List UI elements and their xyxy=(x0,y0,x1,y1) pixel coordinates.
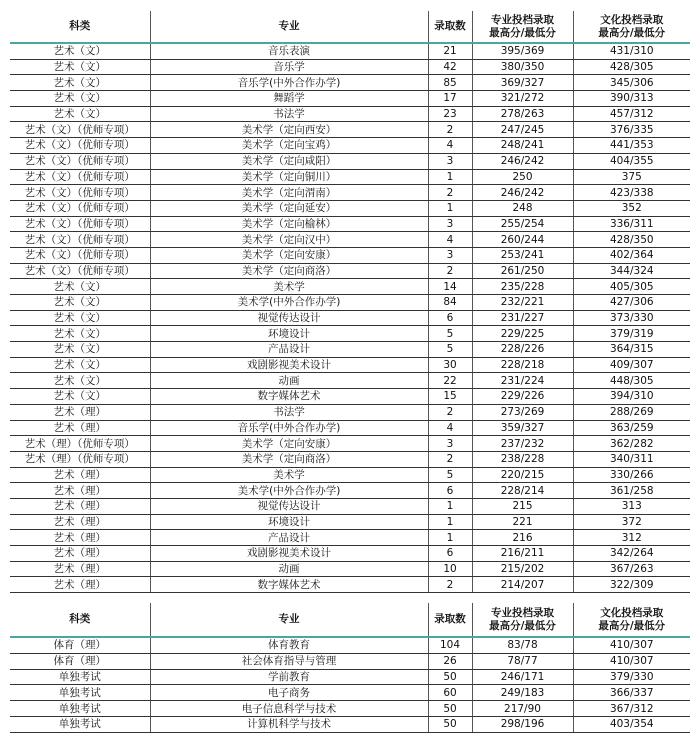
cell-category: 艺术（文）（优师专项） xyxy=(10,153,150,169)
cell-professional-score: 235/228 xyxy=(472,279,573,295)
table-row xyxy=(10,232,690,248)
cell-category: 艺术（理） xyxy=(10,561,150,577)
cell-professional-score: 78/77 xyxy=(472,653,573,669)
cell-cultural-score: 313 xyxy=(573,498,690,514)
cell-admitted: 6 xyxy=(428,483,472,499)
cell-professional-score: 248/241 xyxy=(472,138,573,154)
cell-admitted: 3 xyxy=(428,216,472,232)
cell-admitted: 60 xyxy=(428,685,472,701)
cell-category: 艺术（文） xyxy=(10,357,150,373)
cell-admitted: 104 xyxy=(428,637,472,653)
cell-major: 美术学（定向榆林） xyxy=(150,216,428,232)
cell-admitted: 14 xyxy=(428,279,472,295)
cell-major: 美术学（定向汉中） xyxy=(150,232,428,248)
cell-admitted: 2 xyxy=(428,263,472,279)
cell-admitted: 5 xyxy=(428,342,472,358)
table-row xyxy=(10,561,690,577)
cell-professional-score: 232/221 xyxy=(472,295,573,311)
admission-table-art xyxy=(10,11,690,593)
cell-admitted: 2 xyxy=(428,451,472,467)
cell-cultural-score: 352 xyxy=(573,200,690,216)
cell-major: 动画 xyxy=(150,373,428,389)
cell-professional-score: 231/227 xyxy=(472,310,573,326)
cell-cultural-score: 367/312 xyxy=(573,701,690,717)
cell-category: 艺术（文） xyxy=(10,310,150,326)
cell-professional-score: 248 xyxy=(472,200,573,216)
cell-admitted: 23 xyxy=(428,106,472,122)
cell-major: 美术学（定向咸阳） xyxy=(150,153,428,169)
cell-cultural-score: 375 xyxy=(573,169,690,185)
table-header-row xyxy=(10,11,690,43)
cell-admitted: 6 xyxy=(428,310,472,326)
cell-professional-score: 238/228 xyxy=(472,451,573,467)
cell-cultural-score: 312 xyxy=(573,530,690,546)
cell-category: 艺术（理） xyxy=(10,498,150,514)
cell-category: 艺术（文）（优师专项） xyxy=(10,232,150,248)
cell-professional-score: 380/350 xyxy=(472,59,573,75)
cell-category: 单独考试 xyxy=(10,701,150,717)
table-row xyxy=(10,200,690,216)
table-row xyxy=(10,467,690,483)
cell-professional-score: 217/90 xyxy=(472,701,573,717)
cell-category: 艺术（理） xyxy=(10,577,150,593)
cell-cultural-score: 342/264 xyxy=(573,546,690,562)
cell-admitted: 50 xyxy=(428,669,472,685)
table-row xyxy=(10,546,690,562)
cell-professional-score: 246/171 xyxy=(472,669,573,685)
cell-professional-score: 260/244 xyxy=(472,232,573,248)
cell-category: 艺术（文） xyxy=(10,91,150,107)
cell-major: 美术学（定向商洛） xyxy=(150,263,428,279)
cell-category: 艺术（理） xyxy=(10,530,150,546)
cell-major: 美术学（定向渭南） xyxy=(150,185,428,201)
cell-major: 美术学（定向西安） xyxy=(150,122,428,138)
cell-cultural-score: 405/305 xyxy=(573,279,690,295)
cell-cultural-score: 428/350 xyxy=(573,232,690,248)
header-cultural-score-line1: 文化投档录取 xyxy=(600,606,664,619)
cell-professional-score: 215/202 xyxy=(472,561,573,577)
table-row xyxy=(10,685,690,701)
cell-cultural-score: 379/319 xyxy=(573,326,690,342)
table-row xyxy=(10,653,690,669)
cell-category: 艺术（文）（优师专项） xyxy=(10,200,150,216)
cell-cultural-score: 330/266 xyxy=(573,467,690,483)
header-cultural-score xyxy=(573,603,690,637)
cell-professional-score: 231/224 xyxy=(472,373,573,389)
header-major: 专业 xyxy=(150,11,428,43)
cell-category: 艺术（理） xyxy=(10,420,150,436)
cell-cultural-score: 409/307 xyxy=(573,357,690,373)
table-row xyxy=(10,389,690,405)
cell-major: 产品设计 xyxy=(150,342,428,358)
cell-admitted: 50 xyxy=(428,701,472,717)
cell-cultural-score: 404/355 xyxy=(573,153,690,169)
table-row xyxy=(10,295,690,311)
cell-admitted: 5 xyxy=(428,326,472,342)
cell-professional-score: 249/183 xyxy=(472,685,573,701)
cell-category: 艺术（文） xyxy=(10,279,150,295)
cell-cultural-score: 376/335 xyxy=(573,122,690,138)
cell-major: 书法学 xyxy=(150,106,428,122)
table-row xyxy=(10,514,690,530)
cell-major: 环境设计 xyxy=(150,514,428,530)
cell-professional-score: 220/215 xyxy=(472,467,573,483)
cell-category: 单独考试 xyxy=(10,716,150,732)
header-admitted: 录取数 xyxy=(428,11,472,43)
table-row xyxy=(10,263,690,279)
table-row xyxy=(10,138,690,154)
cell-professional-score: 237/232 xyxy=(472,436,573,452)
cell-major: 美术学（定向安康） xyxy=(150,436,428,452)
cell-category: 艺术（理） xyxy=(10,546,150,562)
table-row xyxy=(10,279,690,295)
cell-major: 音乐学(中外合作办学) xyxy=(150,75,428,91)
cell-category: 艺术（文） xyxy=(10,342,150,358)
cell-category: 艺术（理） xyxy=(10,514,150,530)
cell-professional-score: 83/78 xyxy=(472,637,573,653)
cell-admitted: 2 xyxy=(428,122,472,138)
cell-admitted: 2 xyxy=(428,404,472,420)
cell-major: 视觉传达设计 xyxy=(150,310,428,326)
table-row xyxy=(10,530,690,546)
cell-major: 视觉传达设计 xyxy=(150,498,428,514)
cell-admitted: 84 xyxy=(428,295,472,311)
cell-major: 美术学(中外合作办学) xyxy=(150,483,428,499)
table-row xyxy=(10,577,690,593)
cell-category: 艺术（文） xyxy=(10,106,150,122)
cell-category: 体育（理） xyxy=(10,637,150,653)
cell-admitted: 26 xyxy=(428,653,472,669)
cell-admitted: 1 xyxy=(428,530,472,546)
cell-cultural-score: 336/311 xyxy=(573,216,690,232)
cell-professional-score: 229/225 xyxy=(472,326,573,342)
table-row xyxy=(10,91,690,107)
cell-professional-score: 228/214 xyxy=(472,483,573,499)
header-professional-score xyxy=(472,11,573,43)
table-row xyxy=(10,483,690,499)
cell-professional-score: 250 xyxy=(472,169,573,185)
cell-category: 艺术（文）（优师专项） xyxy=(10,247,150,263)
cell-admitted: 2 xyxy=(428,185,472,201)
cell-professional-score: 255/254 xyxy=(472,216,573,232)
header-professional-score-line1: 专业投档录取 xyxy=(491,13,554,26)
cell-admitted: 6 xyxy=(428,546,472,562)
table-row xyxy=(10,716,690,732)
cell-category: 艺术（文）（优师专项） xyxy=(10,122,150,138)
cell-category: 单独考试 xyxy=(10,669,150,685)
header-cultural-score-line1: 文化投档录取 xyxy=(600,13,664,26)
cell-admitted: 17 xyxy=(428,91,472,107)
cell-cultural-score: 372 xyxy=(573,514,690,530)
table-row xyxy=(10,701,690,717)
cell-admitted: 21 xyxy=(428,43,472,59)
cell-major: 社会体育指导与管理 xyxy=(150,653,428,669)
table-row xyxy=(10,106,690,122)
cell-major: 体育教育 xyxy=(150,637,428,653)
cell-cultural-score: 390/313 xyxy=(573,91,690,107)
cell-category: 艺术（理） xyxy=(10,483,150,499)
cell-cultural-score: 364/315 xyxy=(573,342,690,358)
cell-admitted: 2 xyxy=(428,577,472,593)
cell-category: 艺术（文）（优师专项） xyxy=(10,263,150,279)
cell-cultural-score: 410/307 xyxy=(573,637,690,653)
header-cultural-score-line2: 最高分/最低分 xyxy=(598,26,666,39)
cell-category: 艺术（文） xyxy=(10,75,150,91)
table-row xyxy=(10,247,690,263)
cell-major: 电子商务 xyxy=(150,685,428,701)
cell-cultural-score: 366/337 xyxy=(573,685,690,701)
cell-category: 单独考试 xyxy=(10,685,150,701)
table-header-row xyxy=(10,603,690,637)
cell-cultural-score: 288/269 xyxy=(573,404,690,420)
table-row xyxy=(10,122,690,138)
table-row xyxy=(10,153,690,169)
cell-admitted: 10 xyxy=(428,561,472,577)
cell-major: 产品设计 xyxy=(150,530,428,546)
cell-professional-score: 247/245 xyxy=(472,122,573,138)
cell-major: 动画 xyxy=(150,561,428,577)
cell-cultural-score: 362/282 xyxy=(573,436,690,452)
cell-professional-score: 369/327 xyxy=(472,75,573,91)
cell-admitted: 42 xyxy=(428,59,472,75)
table-row xyxy=(10,75,690,91)
cell-category: 艺术（文） xyxy=(10,373,150,389)
cell-cultural-score: 394/310 xyxy=(573,389,690,405)
cell-professional-score: 359/327 xyxy=(472,420,573,436)
table-row xyxy=(10,216,690,232)
table-row xyxy=(10,310,690,326)
cell-admitted: 4 xyxy=(428,232,472,248)
cell-category: 艺术（文）（优师专项） xyxy=(10,216,150,232)
cell-category: 艺术（文） xyxy=(10,295,150,311)
cell-category: 艺术（文）（优师专项） xyxy=(10,138,150,154)
cell-admitted: 30 xyxy=(428,357,472,373)
cell-major: 学前教育 xyxy=(150,669,428,685)
cell-major: 舞蹈学 xyxy=(150,91,428,107)
cell-major: 美术学（定向宝鸡） xyxy=(150,138,428,154)
table-row xyxy=(10,451,690,467)
cell-professional-score: 221 xyxy=(472,514,573,530)
cell-cultural-score: 457/312 xyxy=(573,106,690,122)
cell-professional-score: 261/250 xyxy=(472,263,573,279)
cell-category: 艺术（理） xyxy=(10,467,150,483)
table-row xyxy=(10,373,690,389)
cell-cultural-score: 448/305 xyxy=(573,373,690,389)
cell-category: 艺术（文） xyxy=(10,59,150,75)
cell-category: 艺术（文） xyxy=(10,389,150,405)
cell-category: 艺术（文） xyxy=(10,326,150,342)
header-cultural-score xyxy=(573,11,690,43)
table-row xyxy=(10,357,690,373)
table-row xyxy=(10,169,690,185)
cell-category: 体育（理） xyxy=(10,653,150,669)
table-row xyxy=(10,326,690,342)
cell-admitted: 50 xyxy=(428,716,472,732)
cell-cultural-score: 361/258 xyxy=(573,483,690,499)
header-professional-score-line2: 最高分/最低分 xyxy=(489,619,556,632)
cell-major: 音乐学 xyxy=(150,59,428,75)
cell-admitted: 3 xyxy=(428,436,472,452)
cell-cultural-score: 379/330 xyxy=(573,669,690,685)
cell-admitted: 4 xyxy=(428,420,472,436)
cell-admitted: 22 xyxy=(428,373,472,389)
cell-professional-score: 228/218 xyxy=(472,357,573,373)
cell-major: 音乐表演 xyxy=(150,43,428,59)
header-category: 科类 xyxy=(69,20,91,32)
cell-cultural-score: 427/306 xyxy=(573,295,690,311)
header-professional-score-line1: 专业投档录取 xyxy=(491,606,554,619)
cell-category: 艺术（理） xyxy=(10,404,150,420)
table-row xyxy=(10,498,690,514)
table-row xyxy=(10,420,690,436)
cell-major: 戏剧影视美术设计 xyxy=(150,546,428,562)
cell-category: 艺术（理）（优师专项） xyxy=(10,451,150,467)
cell-major: 音乐学(中外合作办学) xyxy=(150,420,428,436)
table-row xyxy=(10,436,690,452)
table-row xyxy=(10,43,690,59)
cell-major: 数字媒体艺术 xyxy=(150,389,428,405)
cell-major: 美术学（定向安康） xyxy=(150,247,428,263)
cell-cultural-score: 340/311 xyxy=(573,451,690,467)
cell-cultural-score: 367/263 xyxy=(573,561,690,577)
header-professional-score xyxy=(472,603,573,637)
cell-cultural-score: 344/324 xyxy=(573,263,690,279)
table-row xyxy=(10,185,690,201)
cell-professional-score: 278/263 xyxy=(472,106,573,122)
cell-admitted: 1 xyxy=(428,498,472,514)
cell-professional-score: 214/207 xyxy=(472,577,573,593)
cell-admitted: 3 xyxy=(428,247,472,263)
header-admitted: 录取数 xyxy=(428,603,472,637)
header-cultural-score-line2: 最高分/最低分 xyxy=(598,619,666,632)
cell-cultural-score: 441/353 xyxy=(573,138,690,154)
cell-professional-score: 395/369 xyxy=(472,43,573,59)
cell-major: 美术学(中外合作办学) xyxy=(150,295,428,311)
admission-table-sports-single-exam xyxy=(10,603,690,733)
cell-cultural-score: 423/338 xyxy=(573,185,690,201)
cell-category: 艺术（文）（优师专项） xyxy=(10,185,150,201)
cell-admitted: 4 xyxy=(428,138,472,154)
cell-cultural-score: 403/354 xyxy=(573,716,690,732)
cell-major: 环境设计 xyxy=(150,326,428,342)
cell-major: 计算机科学与技术 xyxy=(150,716,428,732)
cell-professional-score: 298/196 xyxy=(472,716,573,732)
cell-cultural-score: 363/259 xyxy=(573,420,690,436)
cell-admitted: 15 xyxy=(428,389,472,405)
cell-cultural-score: 428/305 xyxy=(573,59,690,75)
table-row xyxy=(10,637,690,653)
cell-major: 美术学 xyxy=(150,279,428,295)
cell-professional-score: 321/272 xyxy=(472,91,573,107)
cell-professional-score: 216 xyxy=(472,530,573,546)
cell-cultural-score: 410/307 xyxy=(573,653,690,669)
cell-category: 艺术（文） xyxy=(10,43,150,59)
cell-major: 美术学 xyxy=(150,467,428,483)
cell-major: 美术学（定向铜川） xyxy=(150,169,428,185)
cell-admitted: 5 xyxy=(428,467,472,483)
header-category: 科类 xyxy=(69,613,91,625)
cell-admitted: 85 xyxy=(428,75,472,91)
cell-admitted: 1 xyxy=(428,514,472,530)
cell-admitted: 1 xyxy=(428,200,472,216)
cell-cultural-score: 322/309 xyxy=(573,577,690,593)
cell-professional-score: 228/226 xyxy=(472,342,573,358)
cell-professional-score: 246/242 xyxy=(472,185,573,201)
cell-professional-score: 246/242 xyxy=(472,153,573,169)
cell-major: 电子信息科学与技术 xyxy=(150,701,428,717)
cell-major: 美术学（定向延安） xyxy=(150,200,428,216)
cell-admitted: 1 xyxy=(428,169,472,185)
cell-category: 艺术（文）（优师专项） xyxy=(10,169,150,185)
cell-cultural-score: 373/330 xyxy=(573,310,690,326)
cell-cultural-score: 402/364 xyxy=(573,247,690,263)
cell-major: 书法学 xyxy=(150,404,428,420)
table-row xyxy=(10,59,690,75)
header-professional-score-line2: 最高分/最低分 xyxy=(489,26,556,39)
cell-professional-score: 253/241 xyxy=(472,247,573,263)
table-row xyxy=(10,669,690,685)
cell-professional-score: 273/269 xyxy=(472,404,573,420)
cell-professional-score: 215 xyxy=(472,498,573,514)
cell-major: 戏剧影视美术设计 xyxy=(150,357,428,373)
cell-admitted: 3 xyxy=(428,153,472,169)
table-row xyxy=(10,342,690,358)
cell-cultural-score: 345/306 xyxy=(573,75,690,91)
cell-major: 数字媒体艺术 xyxy=(150,577,428,593)
cell-professional-score: 229/226 xyxy=(472,389,573,405)
cell-major: 美术学（定向商洛） xyxy=(150,451,428,467)
table-row xyxy=(10,404,690,420)
cell-professional-score: 216/211 xyxy=(472,546,573,562)
header-major: 专业 xyxy=(150,603,428,637)
cell-cultural-score: 431/310 xyxy=(573,43,690,59)
cell-category: 艺术（理）（优师专项） xyxy=(10,436,150,452)
